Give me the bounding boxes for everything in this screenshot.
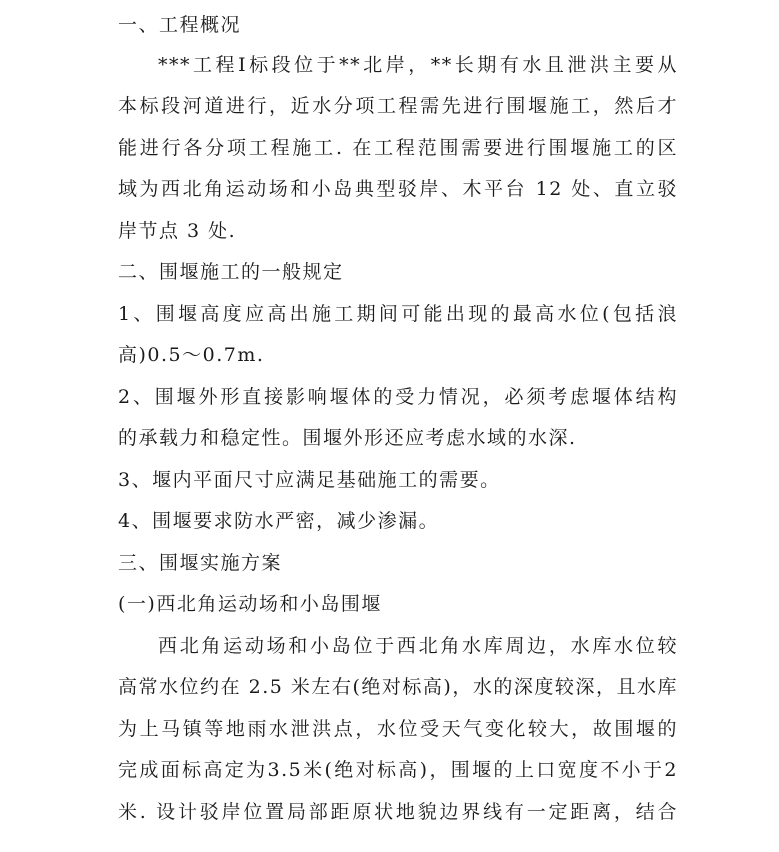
list-item-line: 1、围堰高度应高出施工期间可能出现的最高水位(包括浪 (118, 303, 678, 325)
subsection-heading: (一)西北角运动场和小岛围堰 (118, 593, 382, 615)
paragraph-line: 米. 设计驳岸位置局部距原状地貌边界线有一定距离，结合 (118, 801, 678, 823)
list-item-line: 高)0.5～0.7m. (118, 344, 265, 366)
paragraph-line: 完成面标高定为3.5米(绝对标高)，围堰的上口宽度不小于2 (118, 759, 678, 781)
list-item-line: 的承载力和稳定性。围堰外形还应考虑水域的水深. (118, 427, 577, 449)
list-item-line: 3、堰内平面尺寸应满足基础施工的需要。 (118, 469, 501, 491)
paragraph-line: 高常水位约在 2.5 米左右(绝对标高)，水的深度较深，且水库 (118, 676, 678, 698)
paragraph-line: 为上马镇等地雨水泄洪点，水位受天气变化较大，故围堰的 (118, 718, 678, 740)
paragraph-line: 域为西北角运动场和小岛典型驳岸、木平台 12 处、直立驳 (118, 178, 678, 200)
paragraph-line: 西北角运动场和小岛位于西北角水库周边，水库水位较 (158, 635, 678, 657)
list-item-line: 2、围堰外形直接影响堰体的受力情况，必须考虑堰体结构 (118, 386, 678, 408)
section-heading-implementation: 三、围堰实施方案 (118, 552, 283, 574)
paragraph-line: 岸节点 3 处. (118, 220, 237, 242)
section-heading-general-rules: 二、围堰施工的一般规定 (118, 261, 344, 283)
section-heading-overview: 一、工程概况 (118, 14, 242, 36)
paragraph-line: 能进行各分项工程施工. 在工程范围需要进行围堰施工的区 (118, 137, 678, 159)
list-item-line: 4、围堰要求防水严密，减少渗漏。 (118, 510, 440, 532)
paragraph-line: 本标段河道进行，近水分项工程需先进行围堰施工，然后才 (118, 95, 678, 117)
paragraph-line: ***工程Ⅰ标段位于**北岸，**长期有水且泄洪主要从 (158, 54, 678, 76)
